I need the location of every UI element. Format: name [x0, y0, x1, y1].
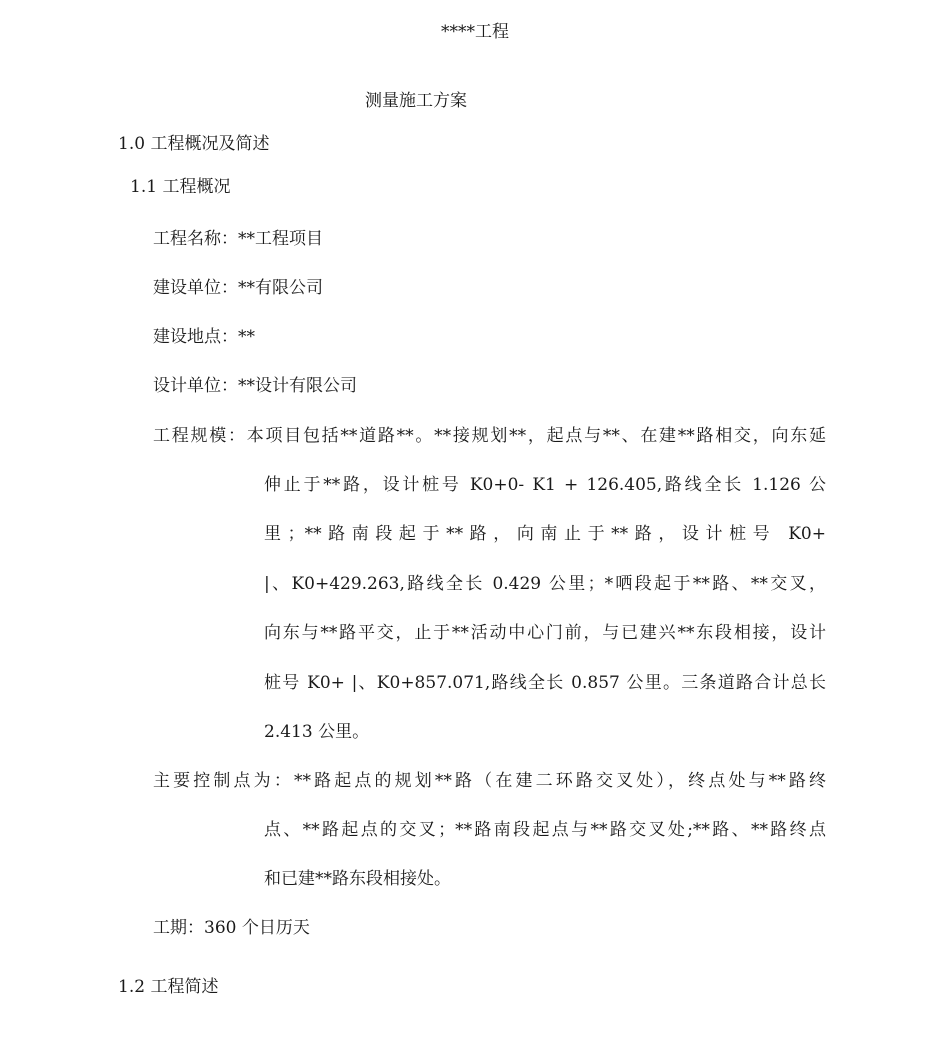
duration: 工期：360 个日历天 [153, 918, 310, 938]
scale-line: |、K0+429.263,路线全长 0.429 公里；*哂段起于**路、**交叉， [264, 574, 826, 594]
section-heading-1: 1.0 工程概况及简述 [118, 134, 270, 154]
scale-line: 里；**路南段起于**路，向南止于**路，设计桩号 K0+ [264, 524, 826, 544]
scale-line: 伸止于**路，设计桩号 K0+0- K1 + 126.405,路线全长 1.126 公 [264, 475, 826, 495]
control-line: 主要控制点为：**路起点的规划**路（在建二环路交叉处），终点处与**路终 [153, 771, 826, 791]
control-line: 和已建**路东段相接处。 [264, 869, 451, 889]
project-title: ****工程 [441, 22, 509, 42]
control-line: 点、**路起点的交叉；**路南段起点与**路交叉处;**路、**路终点 [264, 820, 826, 840]
field-project-name: 工程名称：**工程项目 [153, 229, 323, 249]
section-heading-1-2: 1.2 工程简述 [118, 977, 219, 997]
doc-title: 测量施工方案 [365, 91, 467, 111]
scale-line: 工程规模：本项目包括**道路**。**接规划**，起点与**、在建**路相交，向东延 [153, 426, 826, 446]
field-builder: 建设单位：**有限公司 [153, 278, 323, 298]
field-designer: 设计单位：**设计有限公司 [153, 376, 357, 396]
field-location: 建设地点：** [153, 327, 255, 347]
scale-line: 向东与**路平交，止于**活动中心门前，与已建兴**东段相接，设计 [264, 623, 826, 643]
scale-line: 桩号 K0+ |、K0+857.071,路线全长 0.857 公里。三条道路合计总长 [264, 673, 826, 693]
scale-line: 2.413 公里。 [264, 722, 370, 742]
section-heading-1-1: 1.1 工程概况 [130, 177, 231, 197]
